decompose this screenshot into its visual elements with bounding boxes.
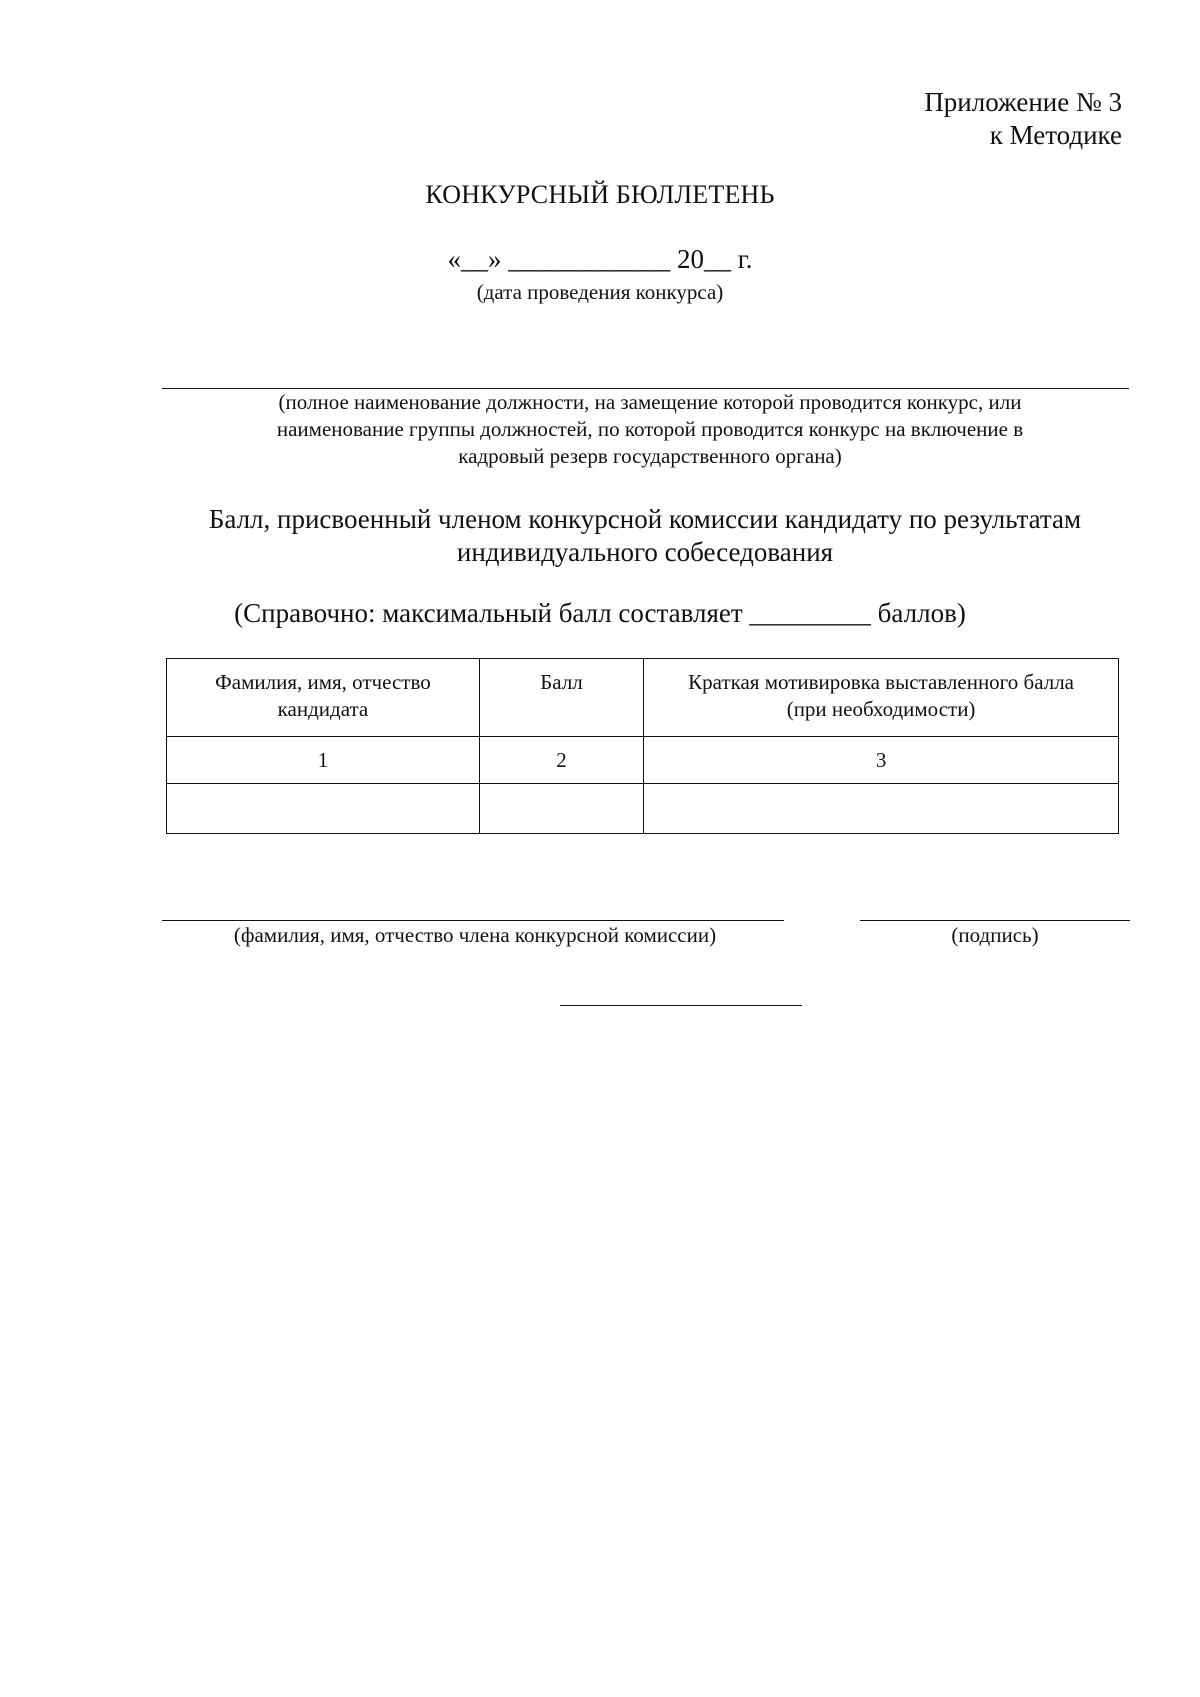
member-name-fill-line[interactable] xyxy=(162,920,784,921)
header-score: Балл xyxy=(479,659,643,737)
column-number: 2 xyxy=(479,737,643,784)
motivation-cell[interactable] xyxy=(644,784,1119,834)
header-motivation: Краткая мотивировка выставленного балла (при необходимости) xyxy=(644,659,1119,737)
table-header-row xyxy=(167,659,1119,737)
signature-fill-line[interactable] xyxy=(860,920,1130,921)
score-cell[interactable] xyxy=(479,784,643,834)
position-caption-line: наименование группы должностей, по которой проводится конкурс на включение в xyxy=(276,417,1024,441)
position-caption-line: кадровый резерв государственного органа) xyxy=(458,444,842,468)
column-number: 1 xyxy=(167,737,480,784)
appendix-reference: к Методике xyxy=(989,120,1122,150)
position-caption-line: (полное наименование должности, на замещение которой проводится конкурс, или xyxy=(278,390,1022,414)
appendix-number: Приложение № 3 xyxy=(924,87,1122,117)
table-column-numbers-row xyxy=(167,737,1119,784)
document-title: КОНКУРСНЫЙ БЮЛЛЕТЕНЬ xyxy=(425,180,775,209)
date-caption: (дата проведения конкурса) xyxy=(476,280,724,304)
appendix-note xyxy=(924,86,1122,152)
date-field[interactable]: «__» ____________ 20__ г. xyxy=(447,244,753,274)
candidate-name-cell[interactable] xyxy=(167,784,480,834)
table-row xyxy=(167,784,1119,834)
header-candidate-name: Фамилия, имя, отчество кандидата xyxy=(167,659,480,737)
score-heading-line: индивидуального собеседования xyxy=(456,537,834,567)
max-score-reference: (Справочно: максимальный балл составляет _________ баллов) xyxy=(234,598,966,628)
ballot-table xyxy=(166,658,1119,834)
signature-caption: (подпись) xyxy=(951,923,1039,947)
score-heading xyxy=(150,503,1140,569)
member-name-caption: (фамилия, имя, отчество члена конкурсной комиссии) xyxy=(233,923,717,947)
column-number: 3 xyxy=(644,737,1119,784)
signing-date-fill-line[interactable] xyxy=(560,1005,802,1006)
score-heading-line: Балл, присвоенный членом конкурсной комиссии кандидату по результатам xyxy=(208,504,1082,534)
position-caption xyxy=(160,389,1140,470)
